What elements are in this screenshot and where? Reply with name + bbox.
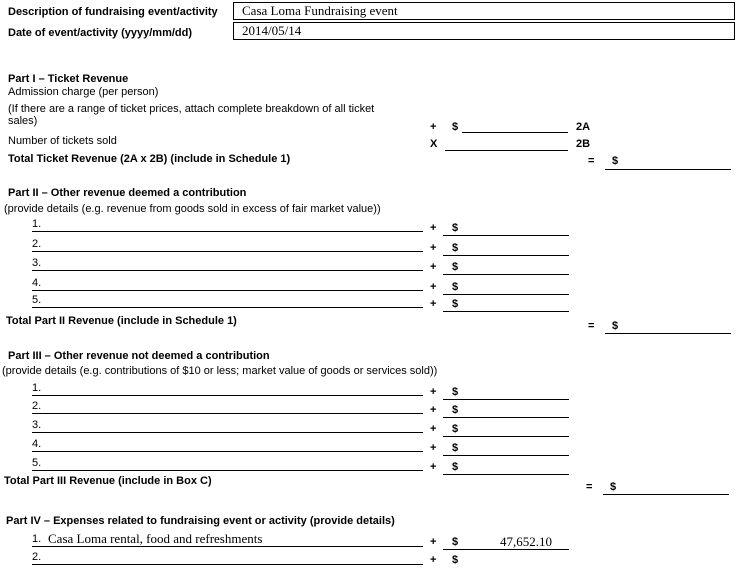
dollar-sign: $ [452, 536, 459, 548]
plus-sign: + [430, 298, 437, 310]
detail-input[interactable] [32, 307, 423, 308]
dollar-sign: $ [452, 281, 459, 293]
range-note-line1: (If there are a range of ticket prices, attach complete breakdown of all ticket [8, 103, 375, 115]
plus-sign: + [430, 281, 437, 293]
plus-sign: + [430, 242, 437, 254]
plus-sign: + [430, 442, 437, 454]
part1-title: Part I – Ticket Revenue [8, 73, 129, 85]
amount-input[interactable] [443, 417, 569, 418]
dollar-sign: $ [452, 386, 459, 398]
tickets-input[interactable] [445, 150, 568, 151]
detail-input[interactable] [32, 451, 423, 452]
dollar-sign: $ [452, 261, 459, 273]
total-part3-label: Total Part III Revenue (include in Box C) [4, 475, 212, 487]
amount-input[interactable] [443, 235, 569, 236]
dollar-sign: $ [452, 442, 459, 454]
list-item-number: 2. [32, 400, 42, 412]
plus-sign: + [430, 404, 437, 416]
amount-input[interactable] [443, 474, 569, 475]
dollar-sign: $ [452, 298, 459, 310]
date-value: 2014/05/14 [242, 23, 302, 38]
part3-title: Part III – Other revenue not deemed a contribution [8, 350, 270, 362]
amount-input[interactable] [443, 311, 569, 312]
detail-input[interactable] [32, 546, 423, 547]
dollar-sign: $ [612, 320, 619, 332]
description-label: Description of fundraising event/activity [8, 6, 218, 18]
dollar-sign: $ [452, 121, 459, 133]
amount-input[interactable] [443, 549, 569, 550]
list-item-number: 5. [32, 457, 42, 469]
detail-input[interactable] [32, 251, 423, 252]
expense-amount: 47,652.10 [500, 534, 552, 549]
amount-input[interactable] [443, 399, 569, 400]
code-2a: 2A [576, 121, 591, 133]
dollar-sign: $ [452, 242, 459, 254]
tickets-label: Number of tickets sold [8, 135, 117, 147]
amount-input[interactable] [443, 294, 569, 295]
total-ticket-input[interactable] [605, 169, 731, 170]
detail-input[interactable] [32, 231, 423, 232]
total-part2-input[interactable] [605, 333, 731, 334]
expense-description: Casa Loma rental, food and refreshments [48, 531, 263, 546]
total-part2-label: Total Part II Revenue (include in Schedule 1) [6, 315, 237, 327]
equals-sign: = [586, 481, 593, 493]
plus-sign: + [430, 121, 437, 133]
amount-input[interactable] [443, 455, 569, 456]
detail-input[interactable] [32, 413, 423, 414]
plus-sign: + [430, 536, 437, 548]
detail-input[interactable] [32, 290, 423, 291]
times-sign: X [430, 138, 438, 150]
equals-sign: = [588, 320, 595, 332]
part3-subtitle: (provide details (e.g. contributions of $10 or less; market value of goods or services sold)) [2, 365, 438, 377]
list-item-number: 4. [32, 277, 42, 289]
total-ticket-label: Total Ticket Revenue (2A x 2B) (include in Schedule 1) [8, 153, 291, 165]
list-item-number: 1. [32, 382, 42, 394]
dollar-sign: $ [612, 155, 619, 167]
date-field[interactable] [233, 22, 735, 40]
code-2b: 2B [576, 138, 591, 150]
plus-sign: + [430, 222, 437, 234]
dollar-sign: $ [452, 222, 459, 234]
list-item-number: 1. [32, 533, 42, 545]
list-item-number: 5. [32, 294, 42, 306]
plus-sign: + [430, 554, 437, 566]
detail-input[interactable] [32, 432, 423, 433]
dollar-sign: $ [452, 404, 459, 416]
amount-input[interactable] [443, 436, 569, 437]
dollar-sign: $ [452, 461, 459, 473]
admission-input[interactable] [462, 132, 568, 133]
amount-input[interactable] [443, 274, 569, 275]
detail-input[interactable] [32, 270, 423, 271]
list-item-number: 2. [32, 238, 42, 250]
part4-title: Part IV – Expenses related to fundraising event or activity (provide details) [6, 515, 395, 527]
list-item-number: 2. [32, 551, 42, 563]
range-note-line2: sales) [8, 115, 38, 127]
plus-sign: + [430, 261, 437, 273]
equals-sign: = [588, 155, 595, 167]
total-part3-input[interactable] [603, 494, 729, 495]
list-item-number: 3. [32, 257, 42, 269]
list-item-number: 3. [32, 419, 42, 431]
detail-input[interactable] [32, 395, 423, 396]
plus-sign: + [430, 461, 437, 473]
part2-title: Part II – Other revenue deemed a contribution [8, 187, 247, 199]
description-value: Casa Loma Fundraising event [242, 3, 398, 18]
plus-sign: + [430, 423, 437, 435]
detail-input[interactable] [32, 564, 423, 565]
part2-subtitle: (provide details (e.g. revenue from goods sold in excess of fair market value)) [4, 203, 381, 215]
dollar-sign: $ [452, 423, 459, 435]
date-label: Date of event/activity (yyyy/mm/dd) [8, 27, 193, 39]
amount-input[interactable] [443, 255, 569, 256]
list-item-number: 1. [32, 218, 42, 230]
list-item-number: 4. [32, 438, 42, 450]
admission-label: Admission charge (per person) [8, 86, 159, 98]
detail-input[interactable] [32, 470, 423, 471]
dollar-sign: $ [610, 481, 617, 493]
dollar-sign: $ [452, 554, 459, 566]
plus-sign: + [430, 386, 437, 398]
